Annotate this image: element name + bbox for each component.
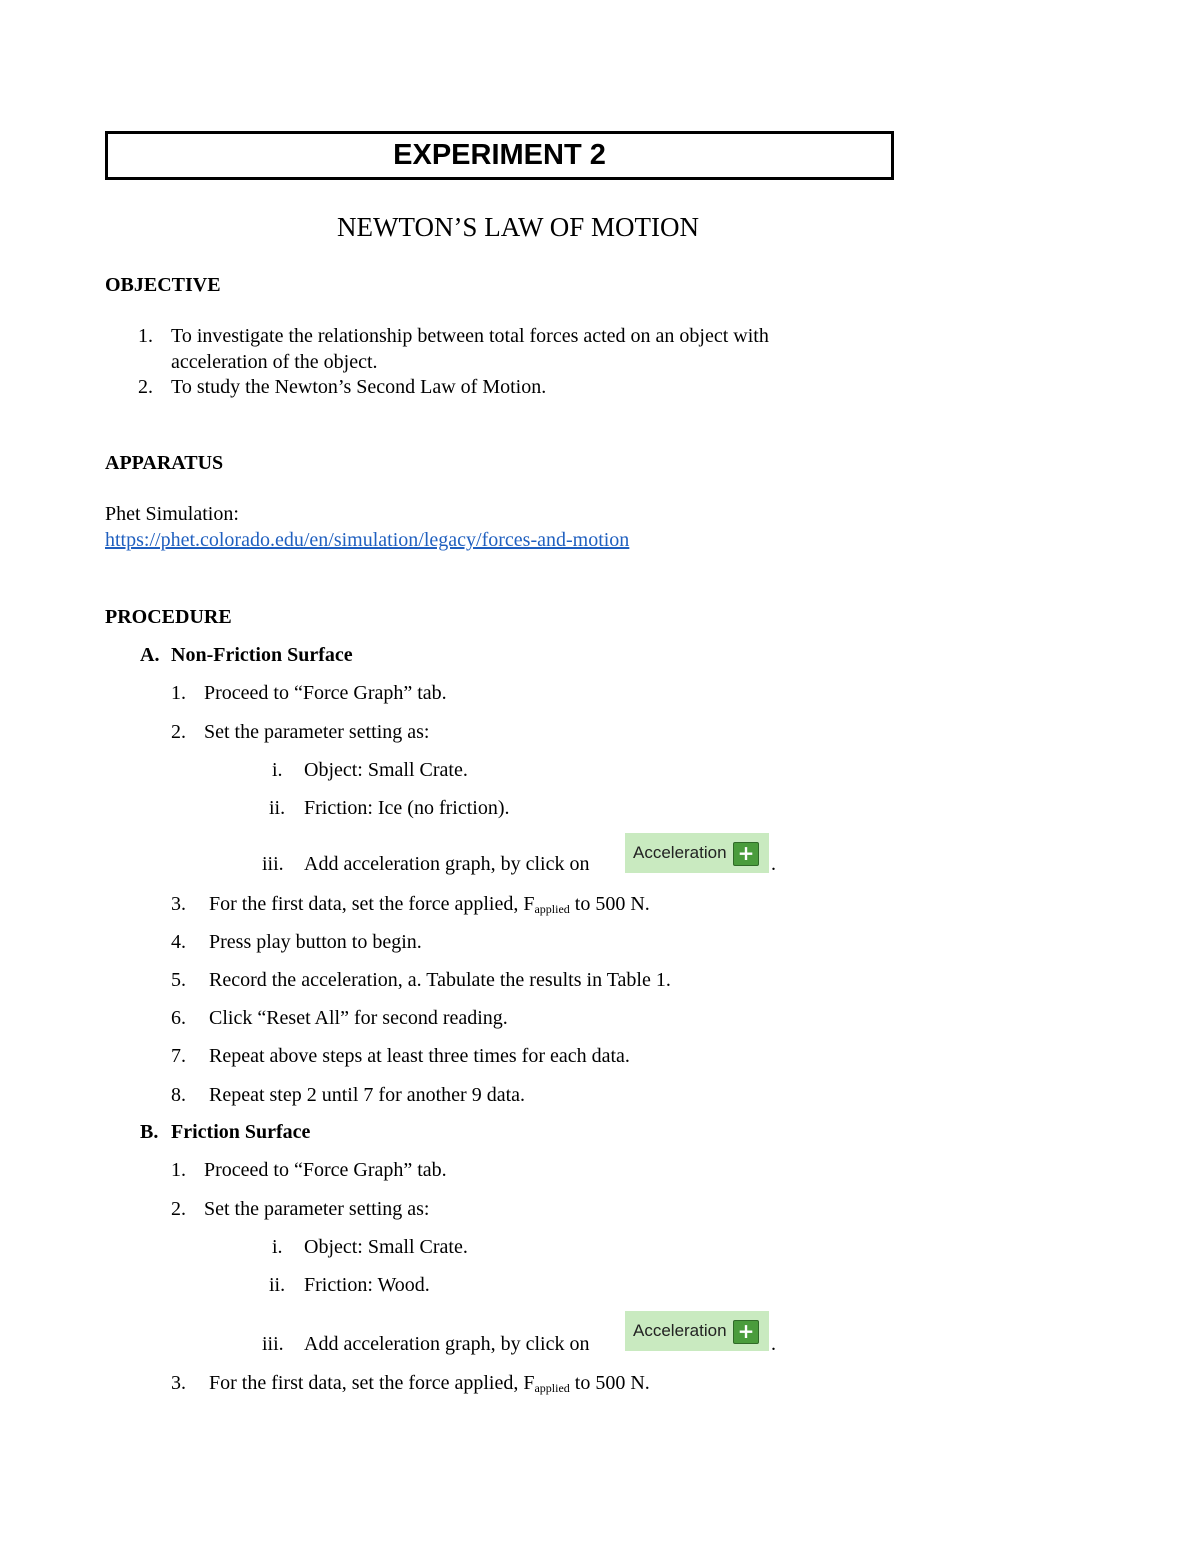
section-b-sub-iii-end: . — [771, 1333, 776, 1355]
section-b-step-2-text: Set the parameter setting as: — [204, 1198, 430, 1220]
section-a-step-4-text: Press play button to begin. — [209, 931, 422, 953]
plus-icon: + — [733, 842, 759, 866]
experiment-title-box — [105, 131, 894, 180]
page-title: NEWTON’S LAW OF MOTION — [336, 212, 700, 242]
section-a-title: Non-Friction Surface — [171, 644, 353, 666]
section-b-step-2-number: 2. — [171, 1198, 186, 1220]
objective-item-1-text: To investigate the relationship between total forces acted on an object with — [171, 325, 769, 347]
plus-icon: + — [733, 1320, 759, 1344]
apparatus-label: Phet Simulation: — [105, 503, 239, 525]
section-a-step-5-text: Record the acceleration, a. Tabulate the results in Table 1. — [209, 969, 671, 991]
section-a-sub-i-text: Object: Small Crate. — [304, 759, 468, 781]
section-b-sub-ii-number: ii. — [269, 1274, 286, 1296]
section-b-step-1-number: 1. — [171, 1159, 186, 1181]
section-a-step-8-number: 8. — [171, 1084, 186, 1106]
section-a-step-3-text — [209, 893, 650, 917]
section-b-step-1-text: Proceed to “Force Graph” tab. — [204, 1159, 447, 1181]
objective-item-1-text-cont: acceleration of the object. — [171, 351, 378, 373]
objective-item-2-text: To study the Newton’s Second Law of Motion. — [171, 376, 547, 398]
section-a-step-7-text: Repeat above steps at least three times for each data. — [209, 1045, 630, 1067]
objective-item-1-number: 1. — [138, 325, 153, 347]
objective-heading: OBJECTIVE — [105, 274, 221, 296]
step-3-text-end: to 500 N. — [569, 893, 650, 915]
section-a-step-6-text: Click “Reset All” for second reading. — [209, 1007, 508, 1029]
section-a-sub-ii-number: ii. — [269, 797, 286, 819]
acceleration-button-label: Acceleration — [633, 843, 727, 862]
section-a-letter: A. — [140, 644, 160, 666]
section-a-step-6-number: 6. — [171, 1007, 186, 1029]
step-3-text-end: to 500 N. — [569, 1372, 650, 1394]
section-a-step-3-number: 3. — [171, 893, 186, 915]
section-a-step-5-number: 5. — [171, 969, 186, 991]
objective-item-2-number: 2. — [138, 376, 153, 398]
section-b-letter: B. — [140, 1121, 159, 1143]
acceleration-button-label: Acceleration — [633, 1321, 727, 1340]
section-a-step-4-number: 4. — [171, 931, 186, 953]
section-a-step-1-text: Proceed to “Force Graph” tab. — [204, 682, 447, 704]
section-b-title: Friction Surface — [171, 1121, 311, 1143]
phet-simulation-link[interactable]: https://phet.colorado.edu/en/simulation/legacy/forces-and-motion — [105, 529, 630, 551]
section-a-step-7-number: 7. — [171, 1045, 186, 1067]
section-b-sub-iii-number: iii. — [262, 1333, 284, 1355]
section-b-sub-ii-text: Friction: Wood. — [304, 1274, 430, 1296]
section-b-sub-i-text: Object: Small Crate. — [304, 1236, 468, 1258]
section-a-sub-ii-text: Friction: Ice (no friction). — [304, 797, 510, 819]
section-b-step-3-number: 3. — [171, 1372, 186, 1394]
apparatus-heading: APPARATUS — [105, 452, 224, 474]
section-a-step-1-number: 1. — [171, 682, 186, 704]
section-b-sub-iii-text: Add acceleration graph, by click on — [304, 1333, 590, 1355]
section-b-sub-i-number: i. — [272, 1236, 283, 1258]
applied-subscript: applied — [534, 1381, 570, 1395]
section-a-sub-iii-end: . — [771, 853, 776, 875]
procedure-heading: PROCEDURE — [105, 606, 232, 628]
section-a-step-2-text: Set the parameter setting as: — [204, 721, 430, 743]
section-a-sub-iii-number: iii. — [262, 853, 284, 875]
section-a-step-2-number: 2. — [171, 721, 186, 743]
section-a-sub-iii-text: Add acceleration graph, by click on — [304, 853, 590, 875]
step-3-text-start: For the first data, set the force applied, F — [209, 893, 535, 915]
experiment-title: EXPERIMENT 2 — [393, 139, 606, 171]
acceleration-add-button[interactable] — [625, 833, 769, 873]
acceleration-add-button-b[interactable] — [625, 1311, 769, 1351]
section-a-sub-i-number: i. — [272, 759, 283, 781]
applied-subscript: applied — [534, 902, 570, 916]
section-b-step-3-text — [209, 1372, 650, 1396]
step-3-text-start: For the first data, set the force applied, F — [209, 1372, 535, 1394]
section-a-step-8-text: Repeat step 2 until 7 for another 9 data. — [209, 1084, 526, 1106]
